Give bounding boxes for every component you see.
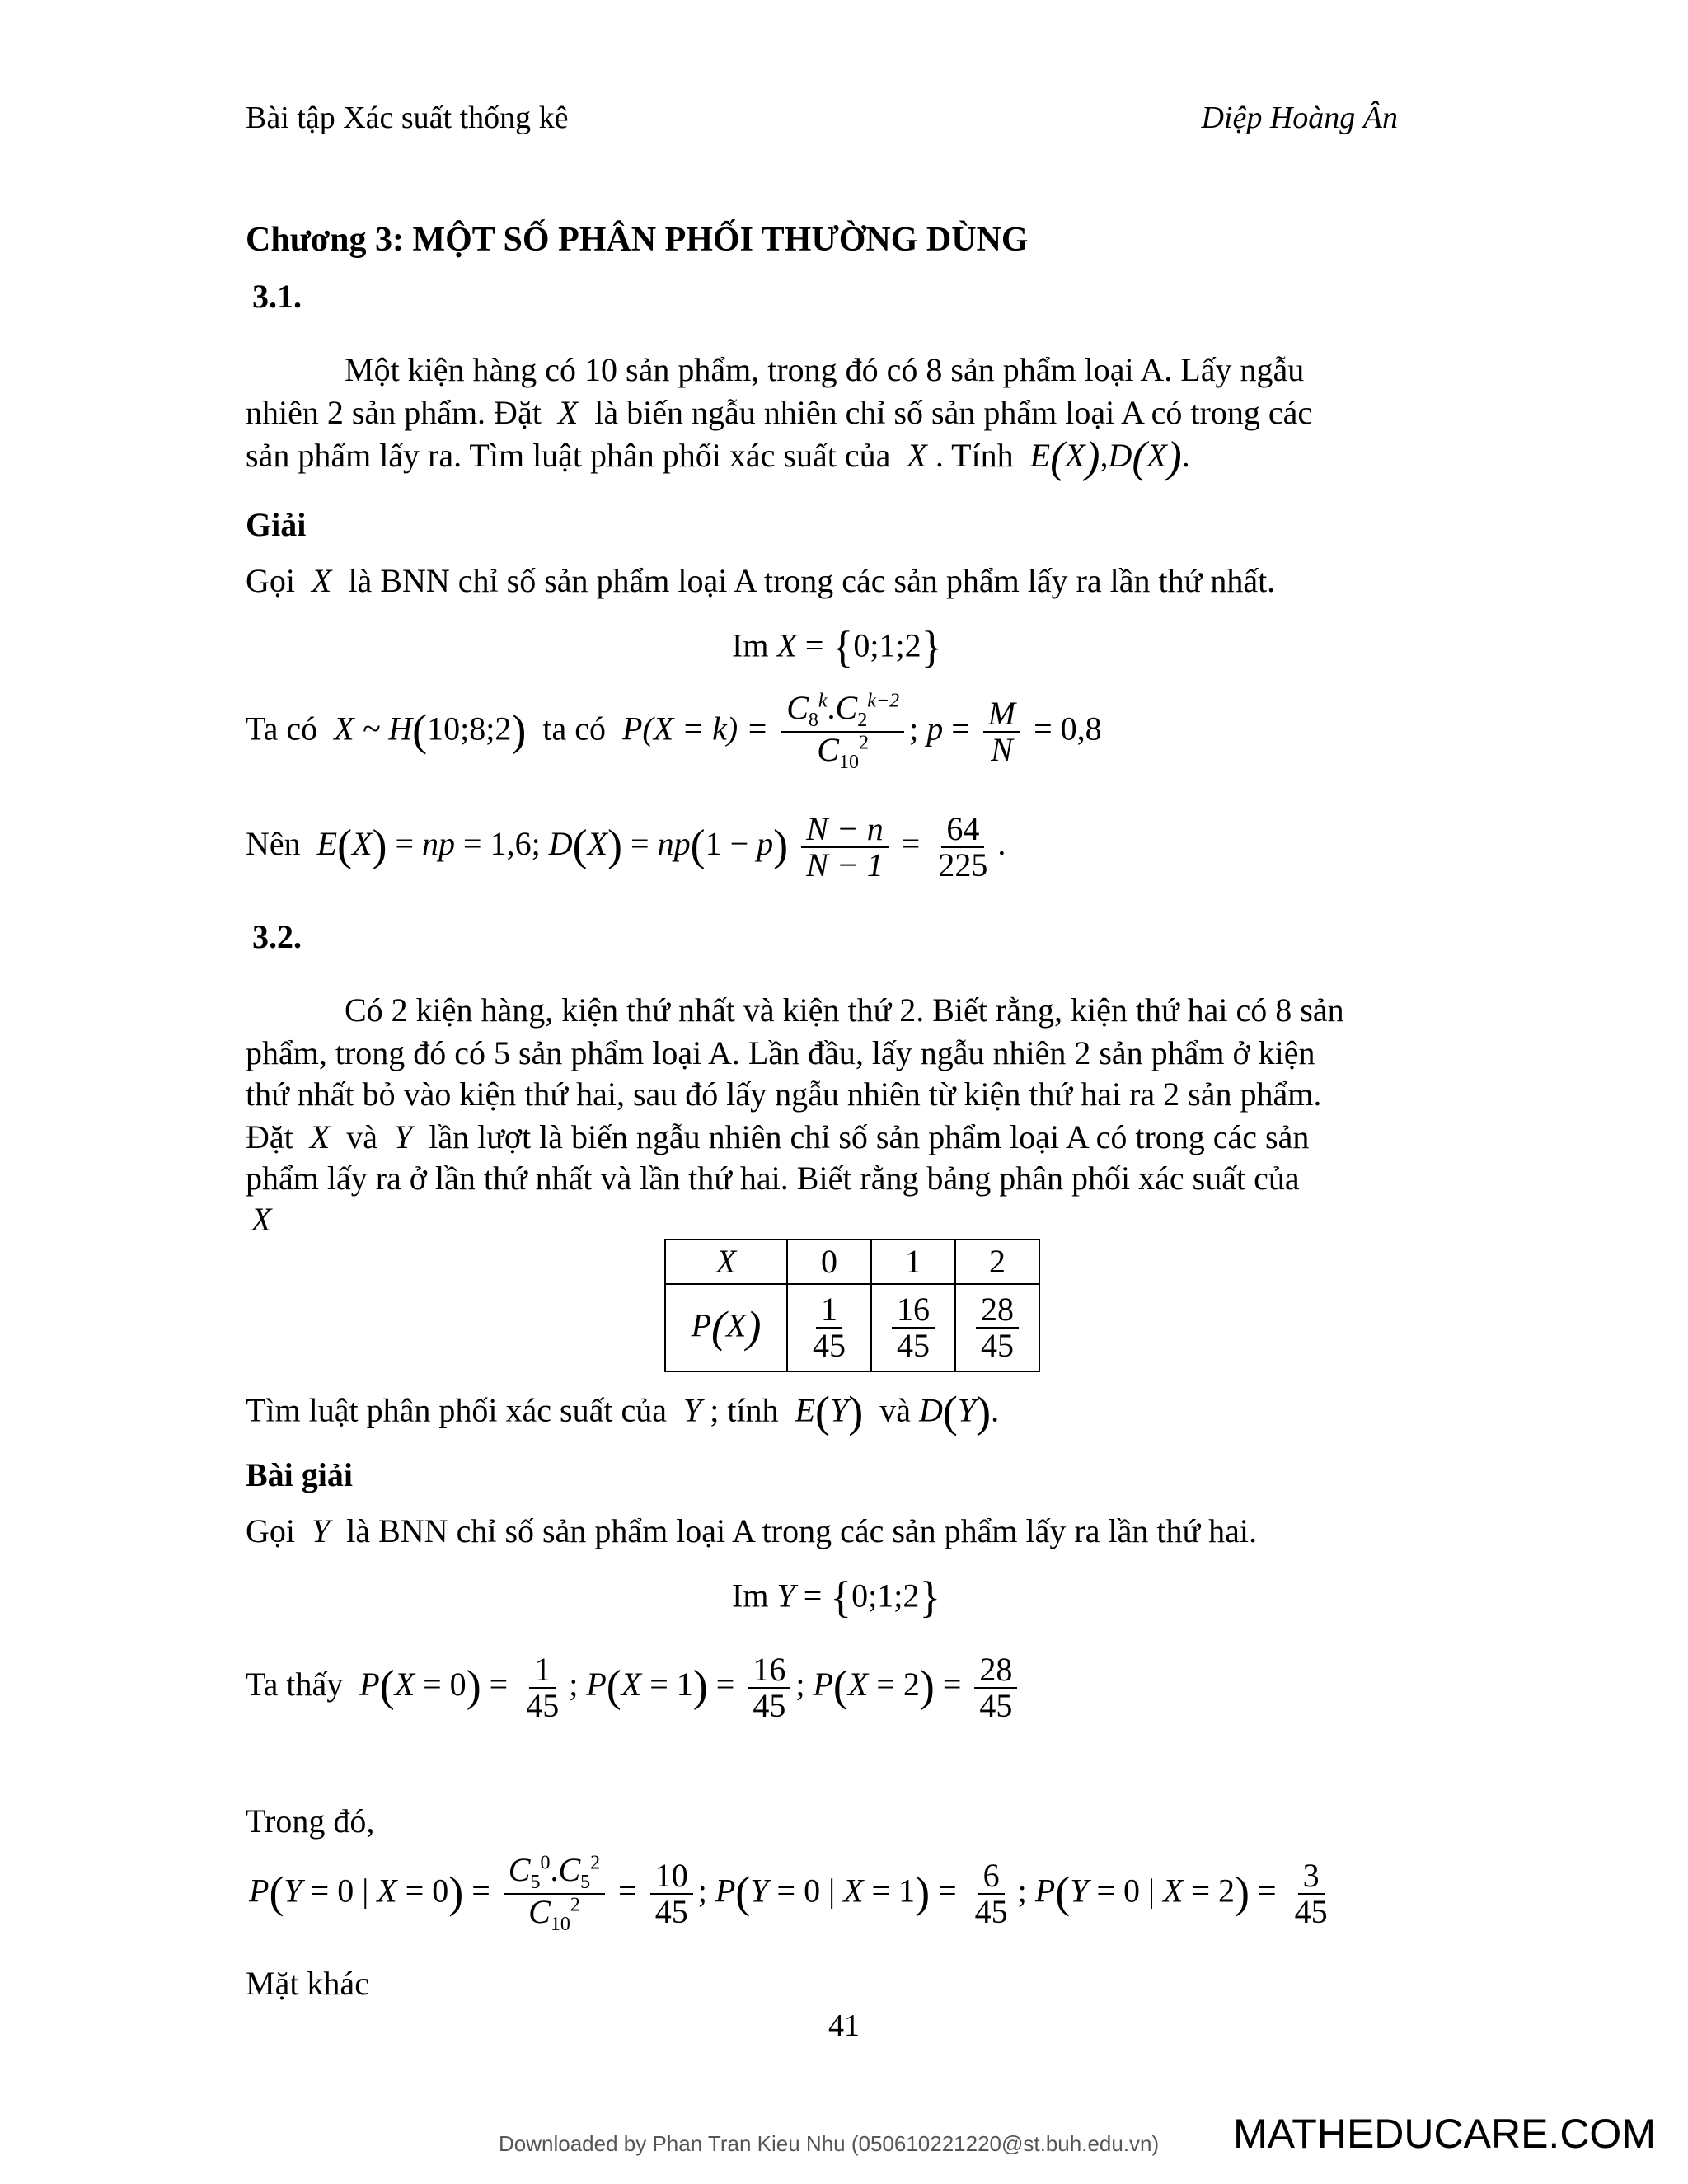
denominator: 45 xyxy=(981,1327,1014,1364)
problem-3-2-line-2: phẩm, trong đó có 5 sản phẩm loại A. Lần đầu, lấy ngẫu nhiên 2 sản phẩm ở kiện xyxy=(246,1034,1315,1071)
math-expression: E(X),D(X) xyxy=(1021,432,1182,482)
page-number: 41 xyxy=(828,2008,860,2043)
math-expression: P(X = k) = xyxy=(613,710,769,748)
problem-text: và xyxy=(346,1118,377,1155)
numerator: 16 xyxy=(892,1292,935,1329)
table-prob xyxy=(787,1284,871,1371)
table-header-px: P(X) xyxy=(665,1284,787,1371)
math-var: X xyxy=(301,1118,339,1155)
math-expression: X ~ H xyxy=(326,710,413,748)
math-var: X xyxy=(251,1201,272,1238)
problem-text: ; tính xyxy=(710,1391,779,1429)
solution-3-2-line-1 xyxy=(246,1511,1257,1552)
problem-text: nhiên 2 sản phẩm. Đặt xyxy=(246,394,542,431)
solution-text: Ta có xyxy=(246,710,318,748)
math-expression: E xyxy=(308,825,338,863)
table-value: 2 xyxy=(955,1240,1039,1284)
chapter-title: Chương 3: MỘT SỐ PHÂN PHỐI THƯỜNG DÙNG xyxy=(246,221,1029,259)
section-number-3-1: 3.1. xyxy=(252,278,302,315)
numerator: 28 xyxy=(976,1292,1019,1329)
problem-3-2-line-3: thứ nhất bỏ vào kiện thứ hai, sau đó lấy ngẫu nhiên từ kiện thứ hai ra 2 sản phẩm. xyxy=(246,1076,1322,1113)
image-set-y: Im Y = {0;1;2} xyxy=(732,1572,941,1622)
problem-3-1-line-1: Một kiện hàng có 10 sản phẩm, trong đó có 8 sản phẩm loại A. Lấy ngẫu xyxy=(345,351,1305,388)
fraction: $\frac{28}{45}$ xyxy=(974,1652,1017,1723)
mat-khac: Mặt khác xyxy=(246,1965,369,2002)
math-var: X xyxy=(303,562,340,599)
problem-text: sản phẩm lấy ra. Tìm luật phân phối xác suất của xyxy=(246,437,891,474)
fraction: $\frac{16}{45}$ xyxy=(748,1652,790,1723)
math-expression: D xyxy=(918,1391,943,1429)
fraction: $\frac{64}{225}$ xyxy=(938,810,988,883)
solution-title-3-1: Giải xyxy=(246,506,307,543)
fraction xyxy=(808,1292,851,1363)
problem-text: và xyxy=(879,1391,911,1429)
table-header-x: X xyxy=(665,1240,787,1284)
math-var: Y xyxy=(674,1391,710,1429)
problem-text: . Tính xyxy=(935,437,1014,474)
denominator: 45 xyxy=(813,1327,846,1364)
prob-x-line: Ta thấy P(X = 0) = $\frac{1}{45}$ ; P(X = 1) = $\frac{16}{45}$ ; P(X = 2) = $\frac{28}{45}$ xyxy=(246,1652,1022,1723)
solution-title-3-2: Bài giải xyxy=(246,1456,354,1493)
running-header-author: Diệp Hoàng Ân xyxy=(1201,101,1398,135)
math-var: X xyxy=(549,394,587,431)
solution-text: Nên xyxy=(246,825,301,863)
math-expression: E xyxy=(786,1391,815,1429)
fraction: $\frac{3}{45}$ xyxy=(1294,1857,1328,1931)
problem-3-1-line-3: sản phẩm lấy ra. Tìm luật phân phối xác suất của X . Tính E(X),D(X). xyxy=(246,432,1190,482)
download-note: Downloaded by Phan Tran Kieu Nhu (050610221220@st.buh.edu.vn) xyxy=(499,2131,1160,2156)
problem-3-1-line-2 xyxy=(246,391,1432,434)
fraction xyxy=(892,1292,935,1363)
image-set-x: Im X = {0;1;2} xyxy=(732,622,943,672)
denominator: 45 xyxy=(897,1327,930,1364)
problem-3-2-line-5: phẩm lấy ra ở lần thứ nhất và lần thứ hai. Biết rằng bảng phân phối xác suất của xyxy=(246,1160,1300,1197)
conditional-prob-line: P(Y = 0 | X = 0) = $\frac{C_5^0.C_5^2}{C_{10}^2}$ = $\frac{10}{45}$ ; P(Y = 0 | X = 1) = $\frac{6}{45}$ ; P(Y = 0 | X = 2) = $\frac{3}{45}$ xyxy=(249,1853,1338,1935)
section-number-3-2: 3.2. xyxy=(252,918,302,955)
running-header-title: Bài tập Xác suất thống kê xyxy=(246,101,569,135)
table-row xyxy=(665,1240,1039,1284)
problem-3-2-line-1: Có 2 kiện hàng, kiện thứ nhất và kiện thứ 2. Biết rằng, kiện thứ hai có 8 sản xyxy=(345,991,1344,1029)
solution-text: là BNN chỉ số sản phẩm loại A trong các sản phẩm lấy ra lần thứ nhất. xyxy=(348,562,1276,599)
fraction: $\frac{10}{45}$ xyxy=(650,1858,693,1929)
table-prob xyxy=(871,1284,955,1371)
fraction: $\frac{6}{45}$ xyxy=(974,1857,1008,1931)
trong-do: Trong đó, xyxy=(246,1802,375,1840)
problem-text: lần lượt là biến ngẫu nhiên chỉ số sản phẩm loại A có trong các sản xyxy=(429,1118,1310,1155)
math-var: Y xyxy=(385,1118,421,1155)
problem-3-2-line-4 xyxy=(246,1116,1432,1159)
problem-text: là biến ngẫu nhiên chỉ số sản phẩm loại A có trong các xyxy=(594,394,1313,431)
problem-text: Đặt xyxy=(246,1118,293,1155)
fraction: $\frac{M}{N}$ xyxy=(983,696,1020,767)
problem-text: Tìm luật phân phối xác suất của xyxy=(246,1391,667,1429)
table-value: 1 xyxy=(871,1240,955,1284)
solution-text: Gọi xyxy=(246,562,295,599)
expectation-variance-line: Nên E(X) = np = 1,6; D(X) = np(1 − p) $\frac{N - n}{N - 1}$ = $\frac{64}{225}$ . xyxy=(246,810,1006,883)
solution-text: Gọi xyxy=(246,1512,295,1549)
solution-text: là BNN chỉ số sản phẩm loại A trong các sản phẩm lấy ra lần thứ hai. xyxy=(346,1512,1257,1549)
table-prob xyxy=(955,1284,1039,1371)
distribution-table xyxy=(664,1239,1040,1372)
table-value: 0 xyxy=(787,1240,871,1284)
numerator: 1 xyxy=(816,1292,842,1329)
math-var: Y xyxy=(303,1512,339,1549)
fraction: $\frac{C_5^0.C_5^2}{C_{10}^2}$ xyxy=(504,1853,605,1935)
hypergeometric-line: Ta có X ~ H(10;8;2) ta có P(X = k) = $\frac{C_8^k.C_2^{k-2}}{C_{10}^2}$ ; p = $\frac{M}{N}$ = 0,8 xyxy=(246,689,1102,774)
solution-text: Ta thấy xyxy=(246,1666,344,1704)
table-row xyxy=(665,1284,1039,1371)
fraction: $\frac{C_8^k.C_2^{k-2}}{C_{10}^2}$ xyxy=(781,691,904,773)
math-var: X xyxy=(898,437,935,474)
fraction: $\frac{1}{45}$ xyxy=(526,1651,560,1724)
fraction xyxy=(976,1292,1019,1363)
solution-3-1-line-1 xyxy=(246,560,1275,602)
brand-watermark: MATHEDUCARE.COM xyxy=(1233,2111,1656,2157)
problem-3-2-find-line: Tìm luật phân phối xác suất của Y ; tính E(Y) và D(Y). xyxy=(246,1387,1000,1436)
solution-text: ta có xyxy=(542,710,606,748)
fraction: $\frac{N - n}{N - 1}$ xyxy=(801,812,889,883)
